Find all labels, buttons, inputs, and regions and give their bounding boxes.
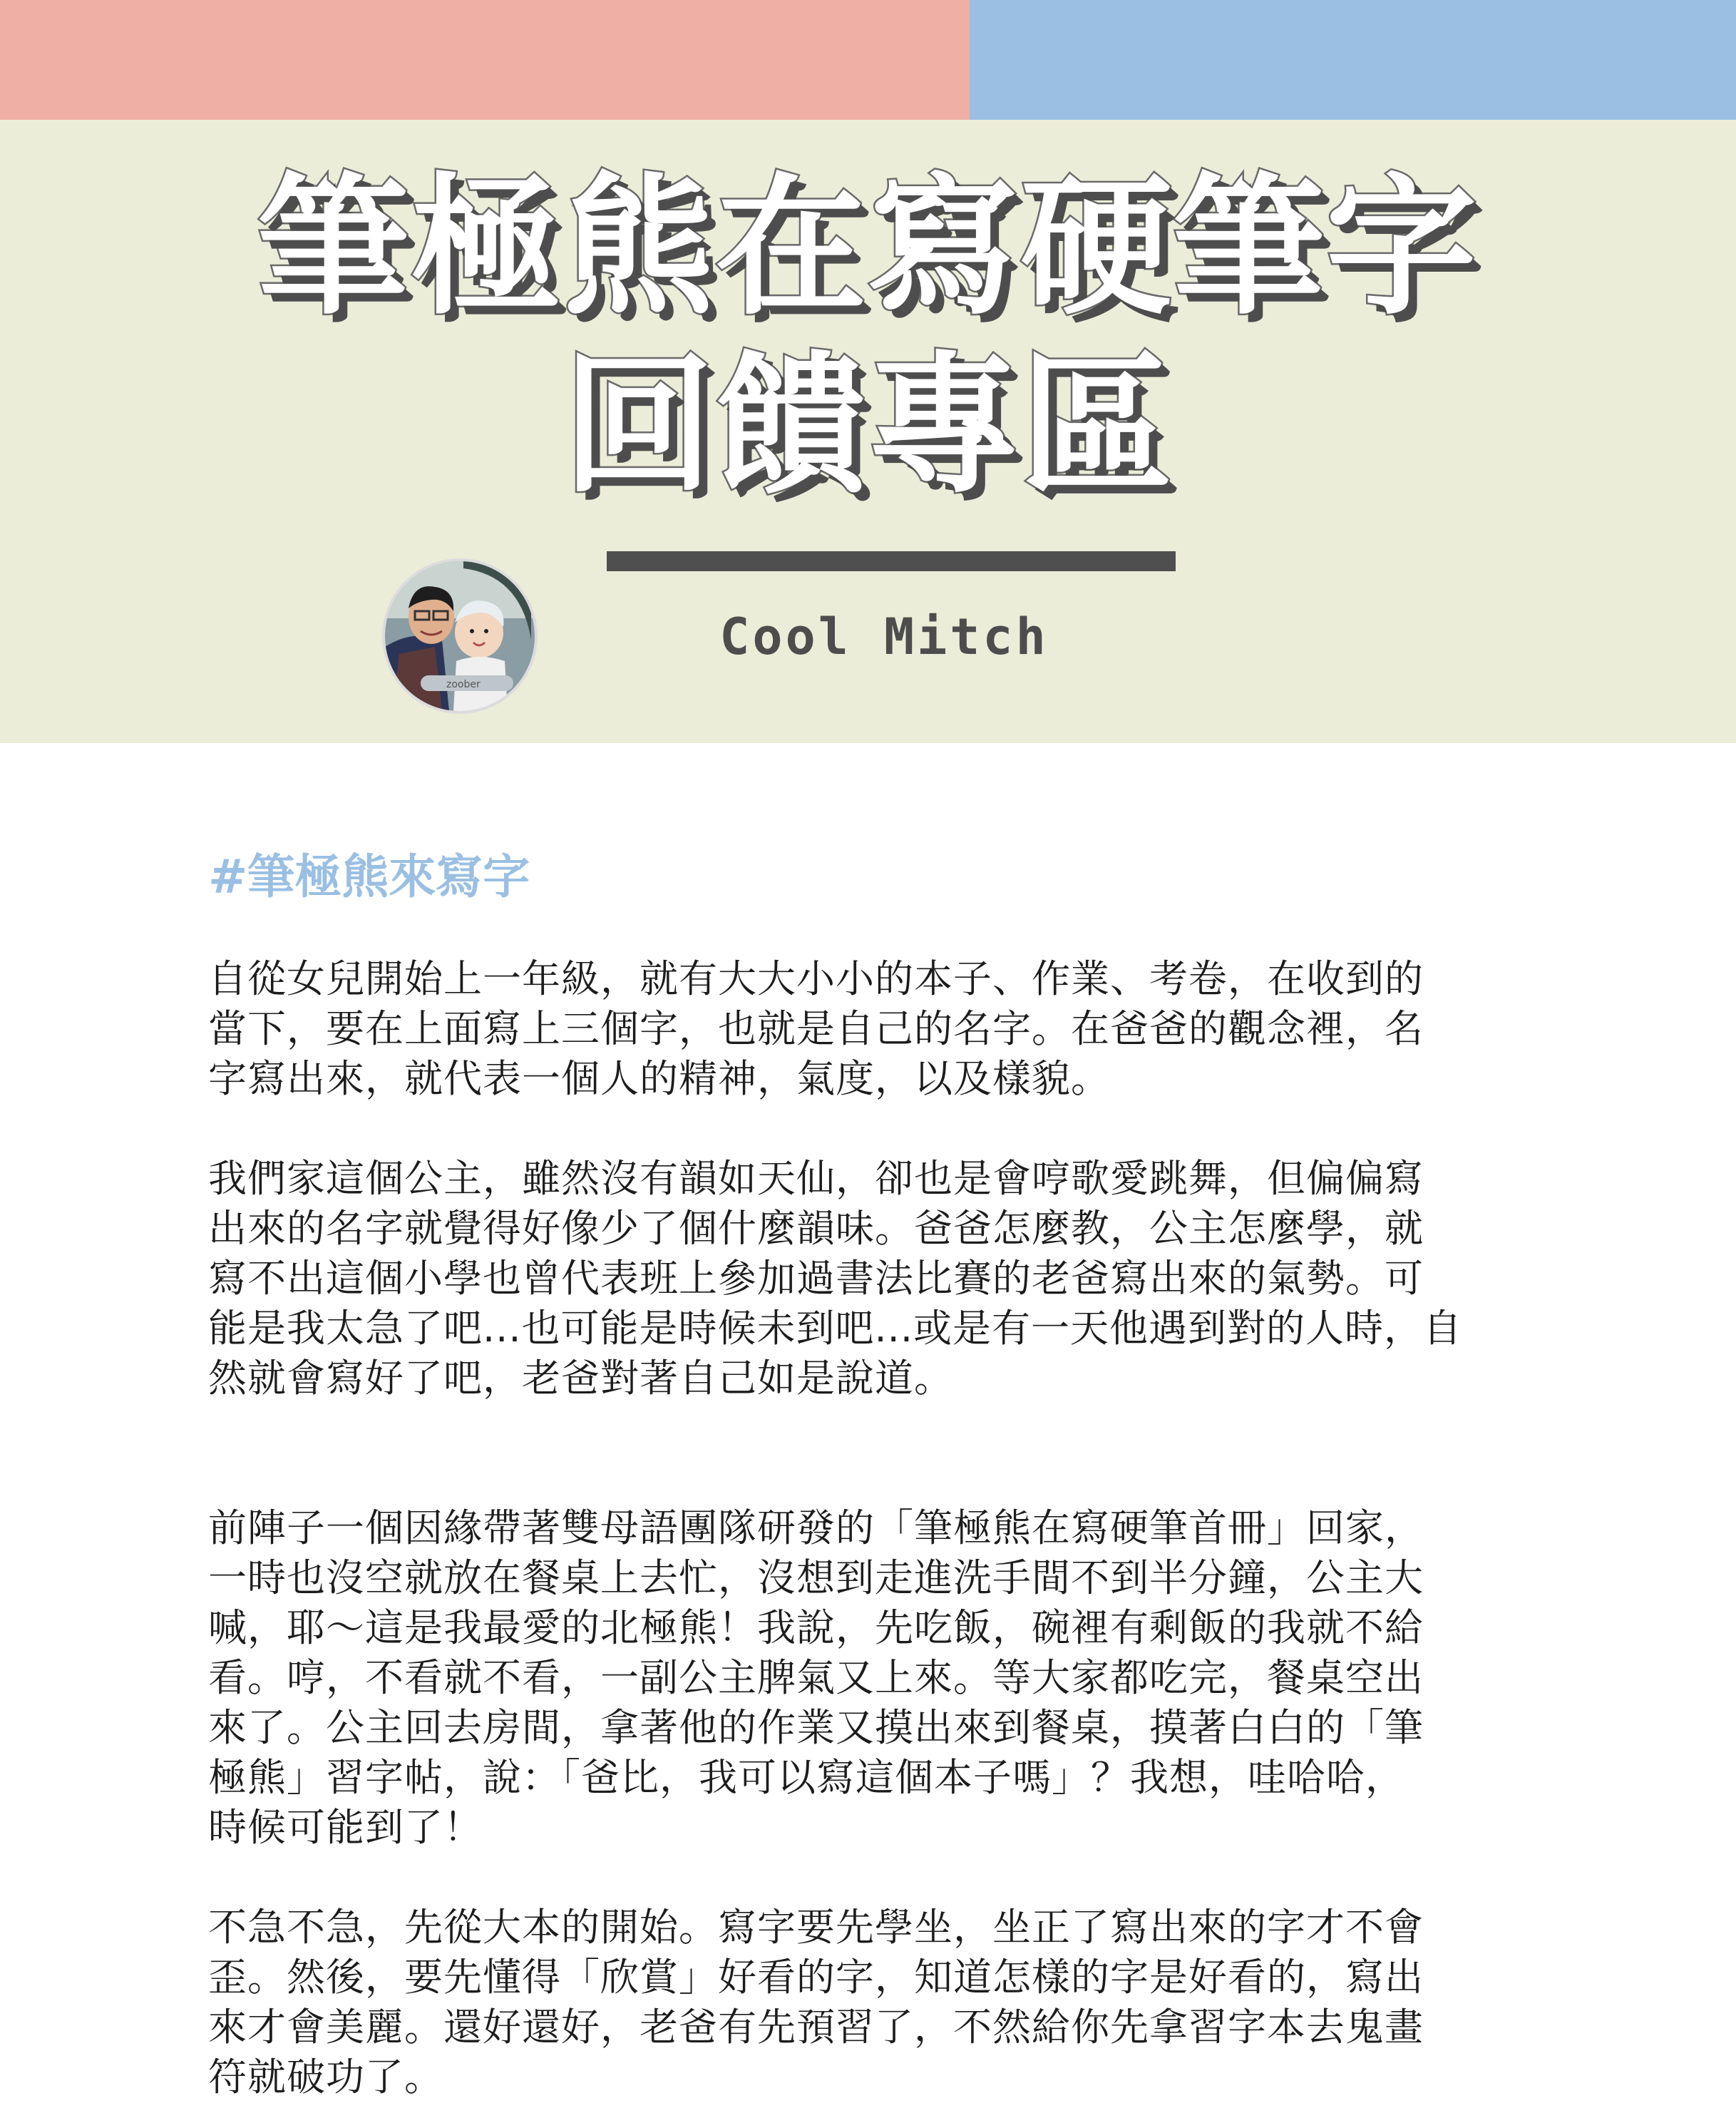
text-line: 不急不急，先從大本的開始。寫字要先學坐，坐正了寫出來的字才不會 [208, 1905, 1424, 1950]
page-title-line-2: 回饋專區 [563, 337, 1173, 513]
text-line: 來才會美麗。還好還好，老爸有先預習了，不然給你先拿習字本去鬼畫 [208, 2005, 1424, 2050]
hashtag-heading: #筆極熊來寫字 [208, 849, 530, 904]
text-line: 能是我太急了吧...也可能是時候未到吧...或是有一天他遇到對的人時，自 [208, 1306, 1462, 1351]
top-color-bar-blue [970, 0, 1736, 120]
text-line: 喊，耶～這是我最愛的北極熊！我說，先吃飯，碗裡有剩飯的我就不給 [208, 1605, 1424, 1650]
article-body [208, 954, 1541, 2102]
avatar-badge-text: zoober [446, 679, 481, 690]
text-line: 看。哼，不看就不看，一副公主脾氣又上來。等大家都吃完，餐桌空出 [208, 1655, 1424, 1700]
text-line: 時候可能到了！ [208, 1805, 483, 1850]
text-line: 歪。然後，要先懂得「欣賞」好看的字，知道怎樣的字是好看的，寫出 [208, 1955, 1424, 2000]
avatar-photo [385, 561, 535, 711]
text-line: 來了。公主回去房間，拿著他的作業又摸出來到餐桌，摸著白白的「筆 [208, 1705, 1424, 1750]
article-paragraph-3 [208, 1503, 1541, 1853]
article-paragraph-4 [208, 1903, 1541, 2102]
text-line: 符就破功了。 [208, 2055, 443, 2099]
title-divider [607, 551, 1176, 571]
author-avatar [382, 558, 538, 714]
text-line: 極熊」習字帖，說：「爸比，我可以寫這個本子嗎」？我想，哇哈哈， [208, 1755, 1404, 1800]
text-line: 前陣子一個因緣帶著雙母語團隊研發的「筆極熊在寫硬筆首冊」回家， [208, 1505, 1424, 1550]
article-paragraph-2 [208, 1154, 1541, 1403]
text-line: 我們家這個公主，雖然沒有韻如天仙，卻也是會哼歌愛跳舞，但偏偏寫 [208, 1156, 1424, 1201]
text-line: 當下，要在上面寫上三個字，也就是自己的名字。在爸爸的觀念裡，名 [208, 1006, 1424, 1051]
article-paragraph-1 [208, 954, 1541, 1104]
page-title-line-1: 筆極熊在寫硬筆字 [257, 159, 1479, 335]
text-line: 出來的名字就覺得好像少了個什麼韻味。爸爸怎麼教，公主怎麼學，就 [208, 1206, 1424, 1251]
text-line: 自從女兒開始上一年級，就有大大小小的本子、作業、考卷，在收到的 [208, 956, 1424, 1001]
text-line: 字寫出來，就代表一個人的精神，氣度，以及樣貌。 [208, 1056, 1110, 1101]
text-line: 寫不出這個小學也曾代表班上參加過書法比賽的老爸寫出來的氣勢。可 [208, 1256, 1424, 1301]
page-title [0, 158, 1736, 515]
top-color-bar-pink [0, 0, 970, 120]
text-line: 一時也沒空就放在餐桌上去忙，沒想到走進洗手間不到半分鐘，公主大 [208, 1555, 1424, 1600]
author-name: Cool Mitch [719, 608, 1049, 666]
text-line: 然就會寫好了吧，老爸對著自己如是說道。 [208, 1356, 953, 1401]
